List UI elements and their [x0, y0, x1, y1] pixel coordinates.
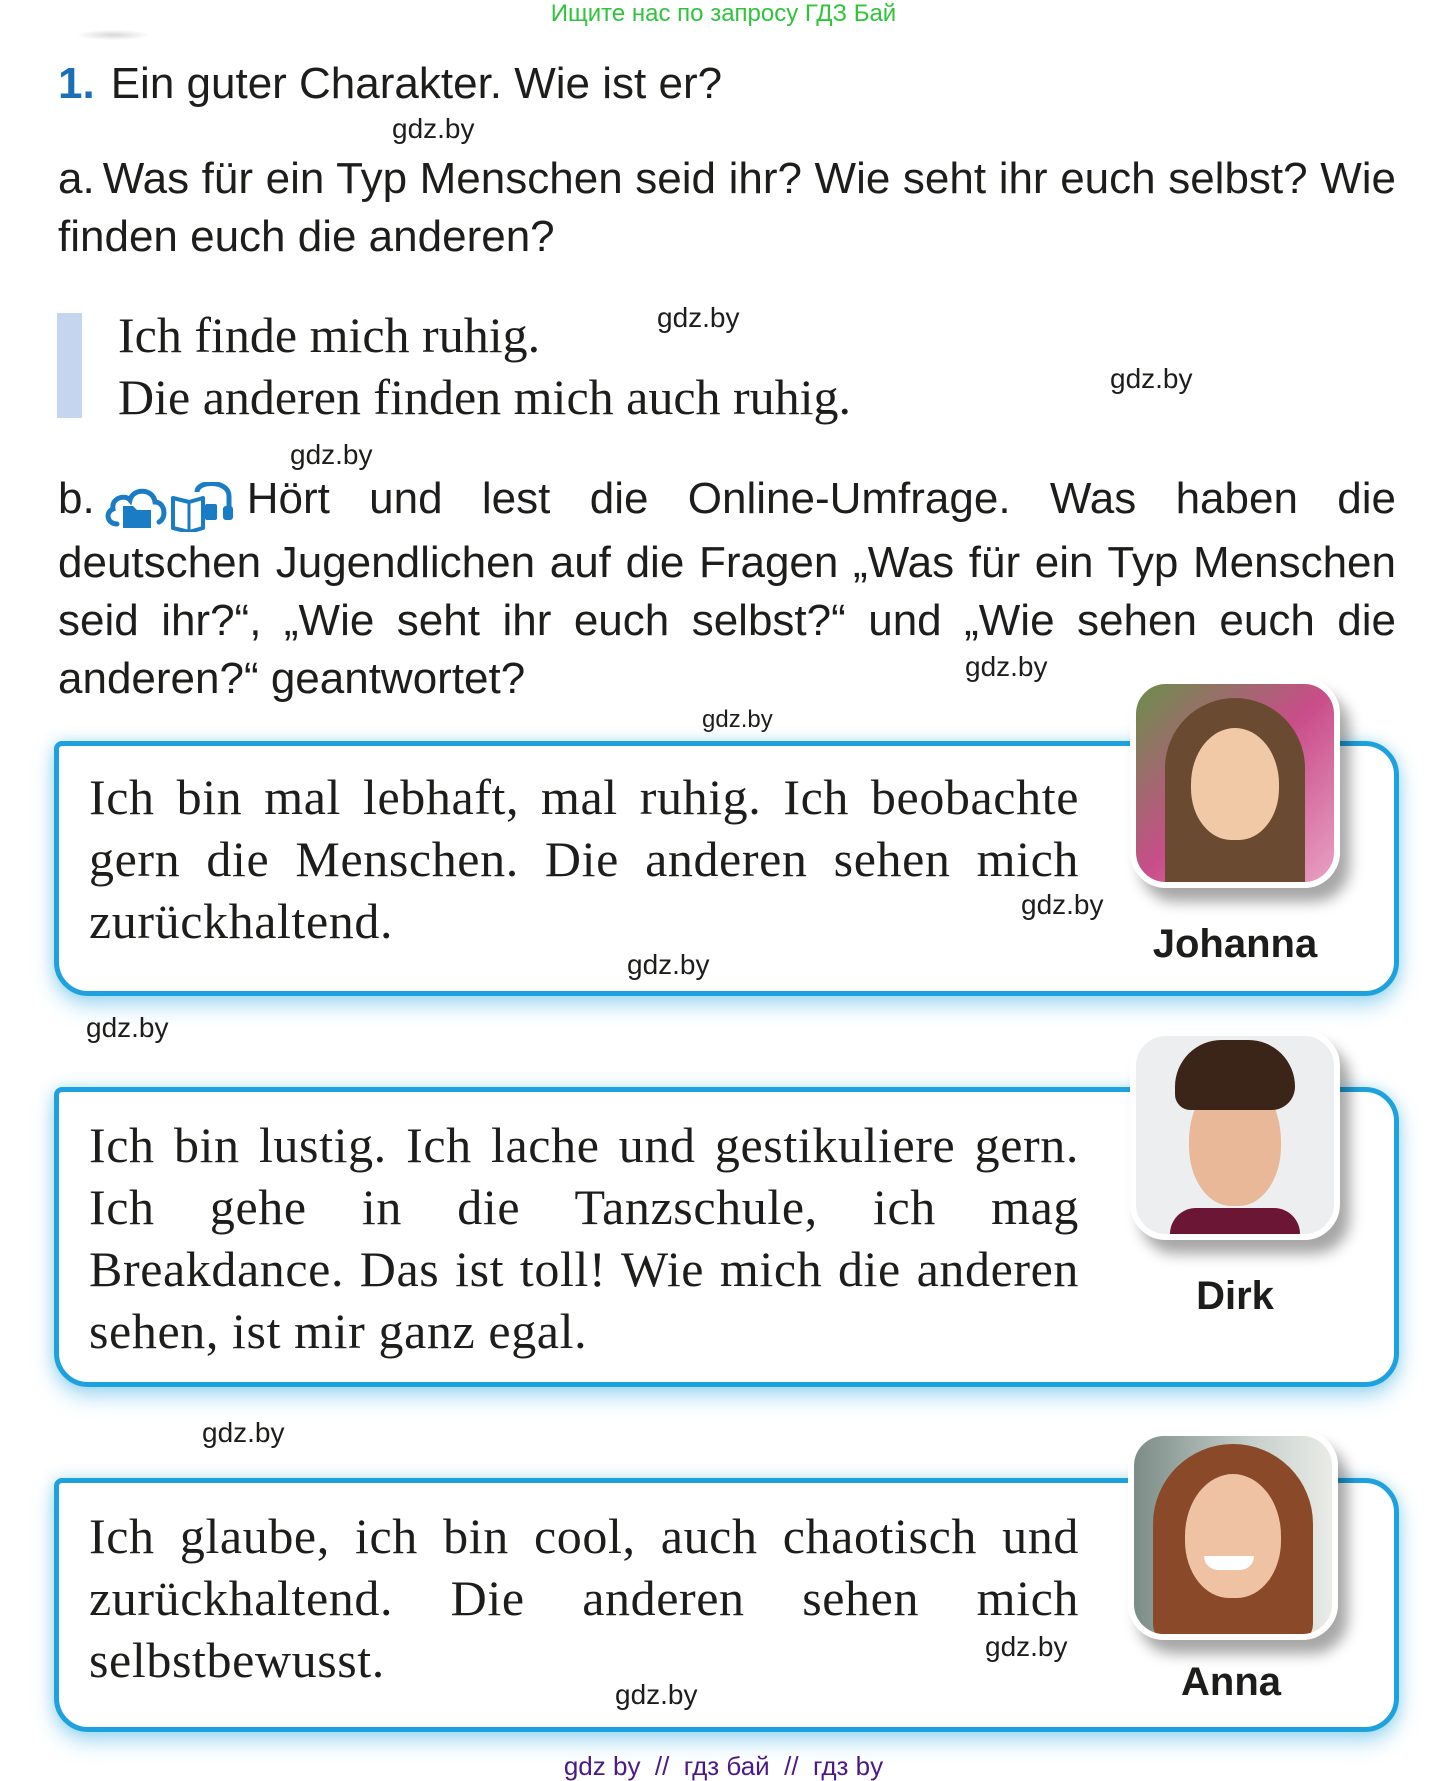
- exercise-number: 1.: [58, 59, 95, 108]
- watermark: gdz.by: [985, 1631, 1068, 1662]
- task-b-media-icons: [103, 476, 237, 534]
- avatar-anna: [1128, 1430, 1338, 1640]
- avatar-dirk: [1130, 1030, 1340, 1240]
- watermark: gdz.by: [1110, 363, 1193, 394]
- task-a-letter: a.: [58, 154, 95, 203]
- example-line-1: Ich finde mich ruhig.: [118, 307, 541, 363]
- card-name-dirk: Dirk: [1196, 1274, 1274, 1318]
- watermark: gdz.by: [392, 113, 475, 144]
- exercise-heading: [58, 56, 722, 112]
- footer-links: gdz by // гдз бай // гдз by: [563, 1751, 884, 1781]
- watermark: gdz.by: [290, 439, 373, 470]
- card-text-dirk: Ich bin lustig. Ich lache und gestikuliere gern. Ich gehe in die Tanzschule, ich mag Breakdance. Das ist toll! Wie mich die anderen sehen, ist mir ganz egal.: [89, 1117, 1079, 1359]
- audio-book-icon[interactable]: [169, 482, 237, 532]
- watermark: gdz.by: [86, 1012, 169, 1043]
- task-b-letter: b.: [58, 474, 95, 523]
- example-line-2: Die anderen finden mich auch ruhig.: [118, 369, 852, 425]
- watermark: gdz.by: [202, 1417, 285, 1448]
- decorative-shadow: [78, 30, 148, 40]
- example-marker-bar: [57, 313, 82, 418]
- promo-banner: Ищите нас по запросу ГДЗ Бай: [550, 0, 897, 27]
- watermark: gdz.by: [657, 302, 740, 333]
- watermark: gdz.by: [1021, 889, 1104, 920]
- watermark: gdz.by: [702, 706, 773, 733]
- watermark: gdz.by: [627, 949, 710, 980]
- exercise-title: Ein guter Charakter. Wie ist er?: [110, 59, 723, 108]
- watermark: gdz.by: [615, 1679, 698, 1710]
- avatar-johanna: [1130, 678, 1340, 888]
- card-text-anna: Ich glaube, ich bin cool, auch chaotisch und zurückhaltend. Die anderen sehen mich selbstbewusst.: [89, 1508, 1079, 1688]
- task-a-text: Was für ein Typ Menschen seid ihr? Wie seht ihr euch selbst? Wie finden euch die anderen?: [58, 154, 1396, 261]
- card-name-johanna: Johanna: [1152, 922, 1318, 966]
- card-name-anna: Anna: [1181, 1660, 1281, 1704]
- task-b-text: Hört und lest die Online-Umfrage. Was haben die deutschen Jugendlichen auf die Fragen „Was für ein Typ Menschen seid ihr?“, „Wie seht ihr euch selbst?“ und „Wie sehen euch die anderen?“ geantwortet?: [58, 474, 1396, 703]
- watermark: gdz.by: [965, 651, 1048, 682]
- task-b: [58, 470, 1396, 708]
- cloud-folder-icon[interactable]: [103, 484, 169, 530]
- task-a: [58, 150, 1396, 266]
- card-text-johanna: Ich bin mal lebhaft, mal ruhig. Ich beobachte gern die Menschen. Die anderen sehen mich zurückhaltend.: [89, 769, 1079, 949]
